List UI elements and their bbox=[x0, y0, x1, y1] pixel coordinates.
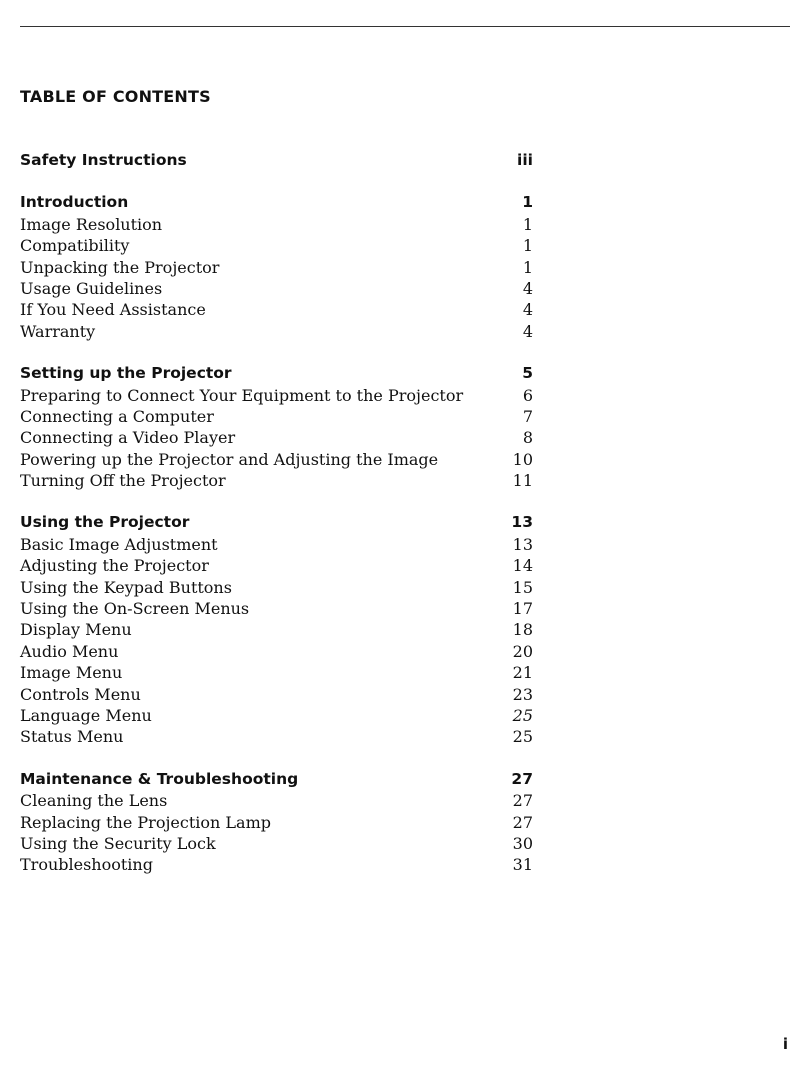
toc-entry-label: If You Need Assistance bbox=[20, 300, 206, 320]
toc-section-heading bbox=[20, 192, 533, 213]
toc-entry-label: Turning Off the Projector bbox=[20, 471, 226, 491]
toc-heading-page: 27 bbox=[511, 769, 533, 788]
toc-entry bbox=[20, 449, 533, 470]
toc-entry bbox=[20, 299, 533, 320]
toc-entry bbox=[20, 406, 533, 427]
toc-entry-label: Troubleshooting bbox=[20, 855, 153, 875]
toc-entry-label: Compatibility bbox=[20, 236, 130, 256]
toc-heading-label: Maintenance & Troubleshooting bbox=[20, 769, 299, 788]
toc-entry-label: Image Menu bbox=[20, 663, 123, 683]
toc-heading-page: 13 bbox=[511, 513, 533, 532]
toc-section bbox=[20, 769, 533, 876]
toc-entry bbox=[20, 833, 533, 854]
toc-entry-label: Replacing the Projection Lamp bbox=[20, 812, 271, 832]
toc-heading-page: iii bbox=[517, 151, 533, 169]
toc-heading-page: 5 bbox=[522, 364, 533, 383]
toc-section-heading bbox=[20, 150, 533, 171]
toc-entry-page: 21 bbox=[512, 663, 533, 683]
toc-heading-label: Using the Projector bbox=[20, 513, 190, 532]
toc-entry-page: 1 bbox=[522, 214, 533, 234]
toc-entry-page: 20 bbox=[512, 641, 533, 661]
toc-entry bbox=[20, 470, 533, 491]
toc-section bbox=[20, 512, 533, 747]
toc-entry-page: 23 bbox=[512, 684, 533, 704]
toc-entry bbox=[20, 385, 533, 406]
toc-entry-label: Adjusting the Projector bbox=[20, 556, 209, 576]
toc-entry bbox=[20, 662, 533, 683]
toc-entry-label: Using the Keypad Buttons bbox=[20, 577, 232, 597]
toc-entry-page: 8 bbox=[522, 428, 533, 448]
toc-entry-label: Language Menu bbox=[20, 705, 152, 725]
toc-entry-page: 25 bbox=[512, 727, 533, 747]
toc-entry-page: 25 bbox=[512, 705, 533, 725]
toc-entry-label: Display Menu bbox=[20, 620, 132, 640]
toc-entry bbox=[20, 854, 533, 875]
toc-entry-label: Connecting a Video Player bbox=[20, 428, 236, 448]
toc-entry-page: 11 bbox=[512, 471, 533, 491]
page-title: TABLE OF CONTENTS bbox=[20, 87, 211, 106]
toc-entry-label: Using the On-Screen Menus bbox=[20, 599, 250, 619]
toc-entry-page: 30 bbox=[512, 833, 533, 853]
page-number: i bbox=[782, 1035, 788, 1053]
toc-entry-page: 4 bbox=[522, 321, 533, 341]
toc-entry bbox=[20, 257, 533, 278]
toc-entry-page: 10 bbox=[512, 449, 533, 469]
toc-entry bbox=[20, 684, 533, 705]
toc-entry bbox=[20, 812, 533, 833]
toc-entry-page: 15 bbox=[512, 577, 533, 597]
toc-entry-label: Status Menu bbox=[20, 727, 124, 747]
toc-section bbox=[20, 363, 533, 491]
toc-entry-page: 13 bbox=[512, 534, 533, 554]
toc-entry-label: Powering up the Projector and Adjusting the Image bbox=[20, 449, 439, 469]
toc-entry-label: Unpacking the Projector bbox=[20, 257, 220, 277]
toc-entry-label: Cleaning the Lens bbox=[20, 791, 168, 811]
toc-entry-page: 18 bbox=[512, 620, 533, 640]
toc-section-heading bbox=[20, 512, 533, 533]
toc-entry-page: 27 bbox=[512, 812, 533, 832]
toc-entry bbox=[20, 555, 533, 576]
toc-heading-page: 1 bbox=[522, 193, 533, 212]
toc-entry bbox=[20, 214, 533, 235]
toc-entry bbox=[20, 619, 533, 640]
toc-heading-label: Introduction bbox=[20, 193, 129, 212]
toc-entry bbox=[20, 577, 533, 598]
toc-entry bbox=[20, 427, 533, 448]
toc-entry-label: Basic Image Adjustment bbox=[20, 534, 218, 554]
toc-entry-label: Warranty bbox=[20, 321, 96, 341]
toc-section bbox=[20, 150, 533, 171]
toc-entry-page: 31 bbox=[512, 855, 533, 875]
toc-entry-page: 4 bbox=[522, 300, 533, 320]
toc-heading-label: Safety Instructions bbox=[20, 151, 187, 169]
toc-entry-page: 1 bbox=[522, 236, 533, 256]
toc-entry bbox=[20, 278, 533, 299]
toc-entry-label: Usage Guidelines bbox=[20, 278, 163, 298]
toc-entry bbox=[20, 534, 533, 555]
toc-entry-label: Using the Security Lock bbox=[20, 833, 216, 853]
toc-section-heading bbox=[20, 363, 533, 384]
toc-entry bbox=[20, 705, 533, 726]
toc-entry-label: Audio Menu bbox=[20, 641, 119, 661]
top-rule bbox=[20, 26, 790, 27]
toc-entry bbox=[20, 235, 533, 256]
toc-section-heading bbox=[20, 769, 533, 790]
toc-entry-page: 6 bbox=[522, 385, 533, 405]
toc-entry bbox=[20, 726, 533, 747]
toc-entry bbox=[20, 321, 533, 342]
toc-entry-label: Image Resolution bbox=[20, 214, 163, 234]
toc-entry bbox=[20, 641, 533, 662]
table-of-contents bbox=[20, 150, 533, 897]
toc-entry-label: Preparing to Connect Your Equipment to the Projector bbox=[20, 385, 464, 405]
toc-entry-page: 7 bbox=[522, 406, 533, 426]
toc-section bbox=[20, 192, 533, 342]
toc-entry bbox=[20, 790, 533, 811]
toc-entry-page: 27 bbox=[512, 791, 533, 811]
toc-entry-page: 4 bbox=[522, 278, 533, 298]
toc-heading-label: Setting up the Projector bbox=[20, 364, 232, 383]
toc-entry-page: 17 bbox=[512, 599, 533, 619]
toc-entry-label: Connecting a Computer bbox=[20, 406, 214, 426]
toc-entry-page: 14 bbox=[512, 556, 533, 576]
toc-entry-page: 1 bbox=[522, 257, 533, 277]
toc-entry bbox=[20, 598, 533, 619]
toc-entry-label: Controls Menu bbox=[20, 684, 141, 704]
